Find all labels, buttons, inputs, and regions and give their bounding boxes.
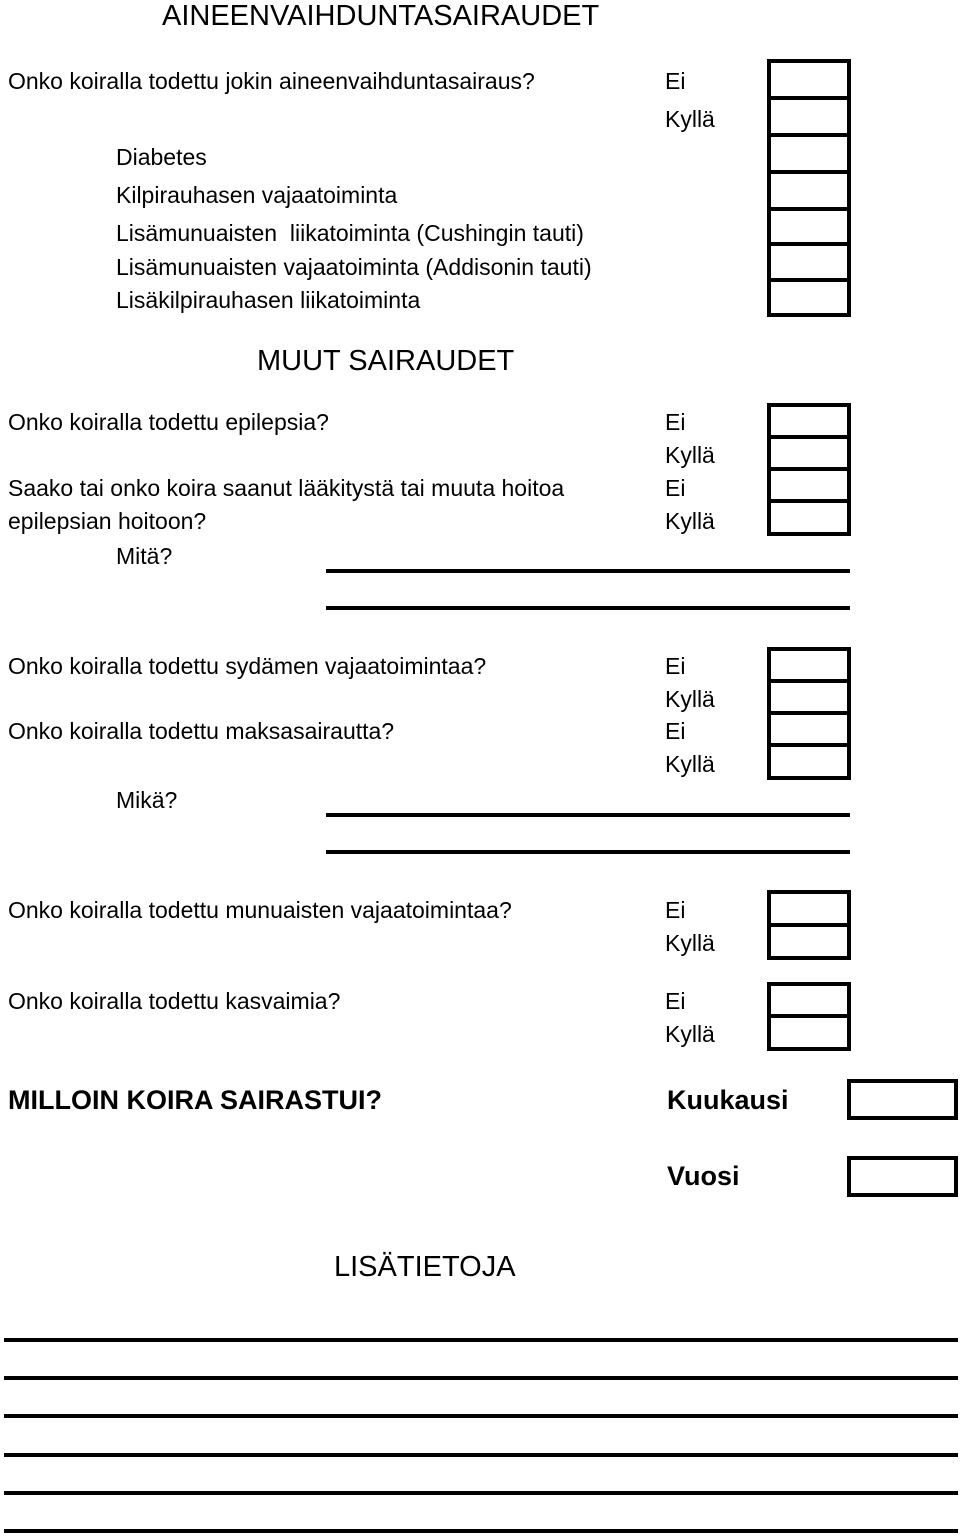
metabolic-yes-checkbox[interactable] [767, 96, 851, 137]
what-answer-line-2[interactable] [326, 606, 850, 610]
cushing-checkbox[interactable] [767, 207, 851, 246]
year-input[interactable] [847, 1156, 958, 1197]
option-hypothyroidism: Kilpirauhasen vajaatoiminta [116, 182, 398, 208]
option-addison: Lisämunuaisten vajaatoiminta (Addisonin tauti) [116, 254, 592, 280]
treatment-no-label: Ei [665, 475, 686, 501]
liver-yes-label: Kyllä [665, 751, 715, 777]
epilepsy-yes-label: Kyllä [665, 442, 715, 468]
month-input[interactable] [847, 1079, 958, 1120]
metabolic-heading: AINEENVAIHDUNTASAIRAUDET [162, 0, 600, 32]
year-label: Vuosi [667, 1161, 740, 1191]
diabetes-checkbox[interactable] [767, 133, 851, 174]
addison-checkbox[interactable] [767, 242, 851, 282]
heart-question: Onko koiralla todettu sydämen vajaatoimintaa? [8, 653, 487, 679]
metabolic-yes-label: Kyllä [665, 106, 715, 132]
kidney-question: Onko koiralla todettu munuaisten vajaatoimintaa? [8, 897, 512, 923]
liver-yes-checkbox[interactable] [767, 743, 851, 780]
epilepsy-question: Onko koiralla todettu epilepsia? [8, 409, 329, 435]
onset-question: MILLOIN KOIRA SAIRASTUI? [8, 1085, 382, 1115]
treatment-question-line2: epilepsian hoitoon? [8, 508, 207, 534]
tumor-no-checkbox[interactable] [767, 982, 851, 1018]
hyperparathyroidism-checkbox[interactable] [767, 278, 851, 317]
treatment-yes-label: Kyllä [665, 508, 715, 534]
treatment-question-line1: Saako tai onko koira saanut lääkitystä tai muuta hoitoa [8, 475, 565, 501]
kidney-yes-checkbox[interactable] [767, 923, 851, 960]
month-label: Kuukausi [667, 1085, 789, 1115]
epilepsy-yes-checkbox[interactable] [767, 435, 851, 471]
extra-line-3[interactable] [4, 1414, 958, 1418]
heart-no-label: Ei [665, 653, 686, 679]
which-answer-line-2[interactable] [326, 850, 850, 854]
liver-no-label: Ei [665, 718, 686, 744]
extra-line-6[interactable] [4, 1529, 958, 1533]
metabolic-no-label: Ei [665, 68, 686, 94]
other-heading: MUUT SAIRAUDET [257, 345, 515, 377]
what-label: Mitä? [116, 543, 173, 569]
what-answer-line-1[interactable] [326, 569, 850, 573]
kidney-yes-label: Kyllä [665, 930, 715, 956]
tumor-yes-checkbox[interactable] [767, 1014, 851, 1051]
extra-line-1[interactable] [4, 1338, 958, 1342]
kidney-no-label: Ei [665, 897, 686, 923]
hypothyroidism-checkbox[interactable] [767, 170, 851, 211]
heart-yes-label: Kyllä [665, 686, 715, 712]
tumor-no-label: Ei [665, 988, 686, 1014]
tumor-question: Onko koiralla todettu kasvaimia? [8, 988, 341, 1014]
extra-line-4[interactable] [4, 1453, 958, 1457]
kidney-no-checkbox[interactable] [767, 890, 851, 927]
option-diabetes: Diabetes [116, 144, 207, 170]
treatment-no-checkbox[interactable] [767, 467, 851, 503]
liver-question: Onko koiralla todettu maksasairautta? [8, 718, 395, 744]
which-answer-line-1[interactable] [326, 813, 850, 817]
liver-no-checkbox[interactable] [767, 711, 851, 747]
extra-line-2[interactable] [4, 1376, 958, 1380]
option-cushing: Lisämunuaisten liikatoiminta (Cushingin tauti) [116, 220, 584, 246]
option-hyperparathyroidism: Lisäkilpirauhasen liikatoiminta [116, 287, 421, 313]
which-label: Mikä? [116, 787, 178, 813]
tumor-yes-label: Kyllä [665, 1021, 715, 1047]
epilepsy-no-checkbox[interactable] [767, 403, 851, 439]
epilepsy-no-label: Ei [665, 409, 686, 435]
heart-no-checkbox[interactable] [767, 647, 851, 683]
extra-heading: LISÄTIETOJA [334, 1251, 516, 1283]
treatment-yes-checkbox[interactable] [767, 499, 851, 536]
heart-yes-checkbox[interactable] [767, 679, 851, 715]
metabolic-question: Onko koiralla todettu jokin aineenvaihduntasairaus? [8, 68, 535, 94]
extra-line-5[interactable] [4, 1491, 958, 1495]
metabolic-no-checkbox[interactable] [767, 59, 851, 100]
